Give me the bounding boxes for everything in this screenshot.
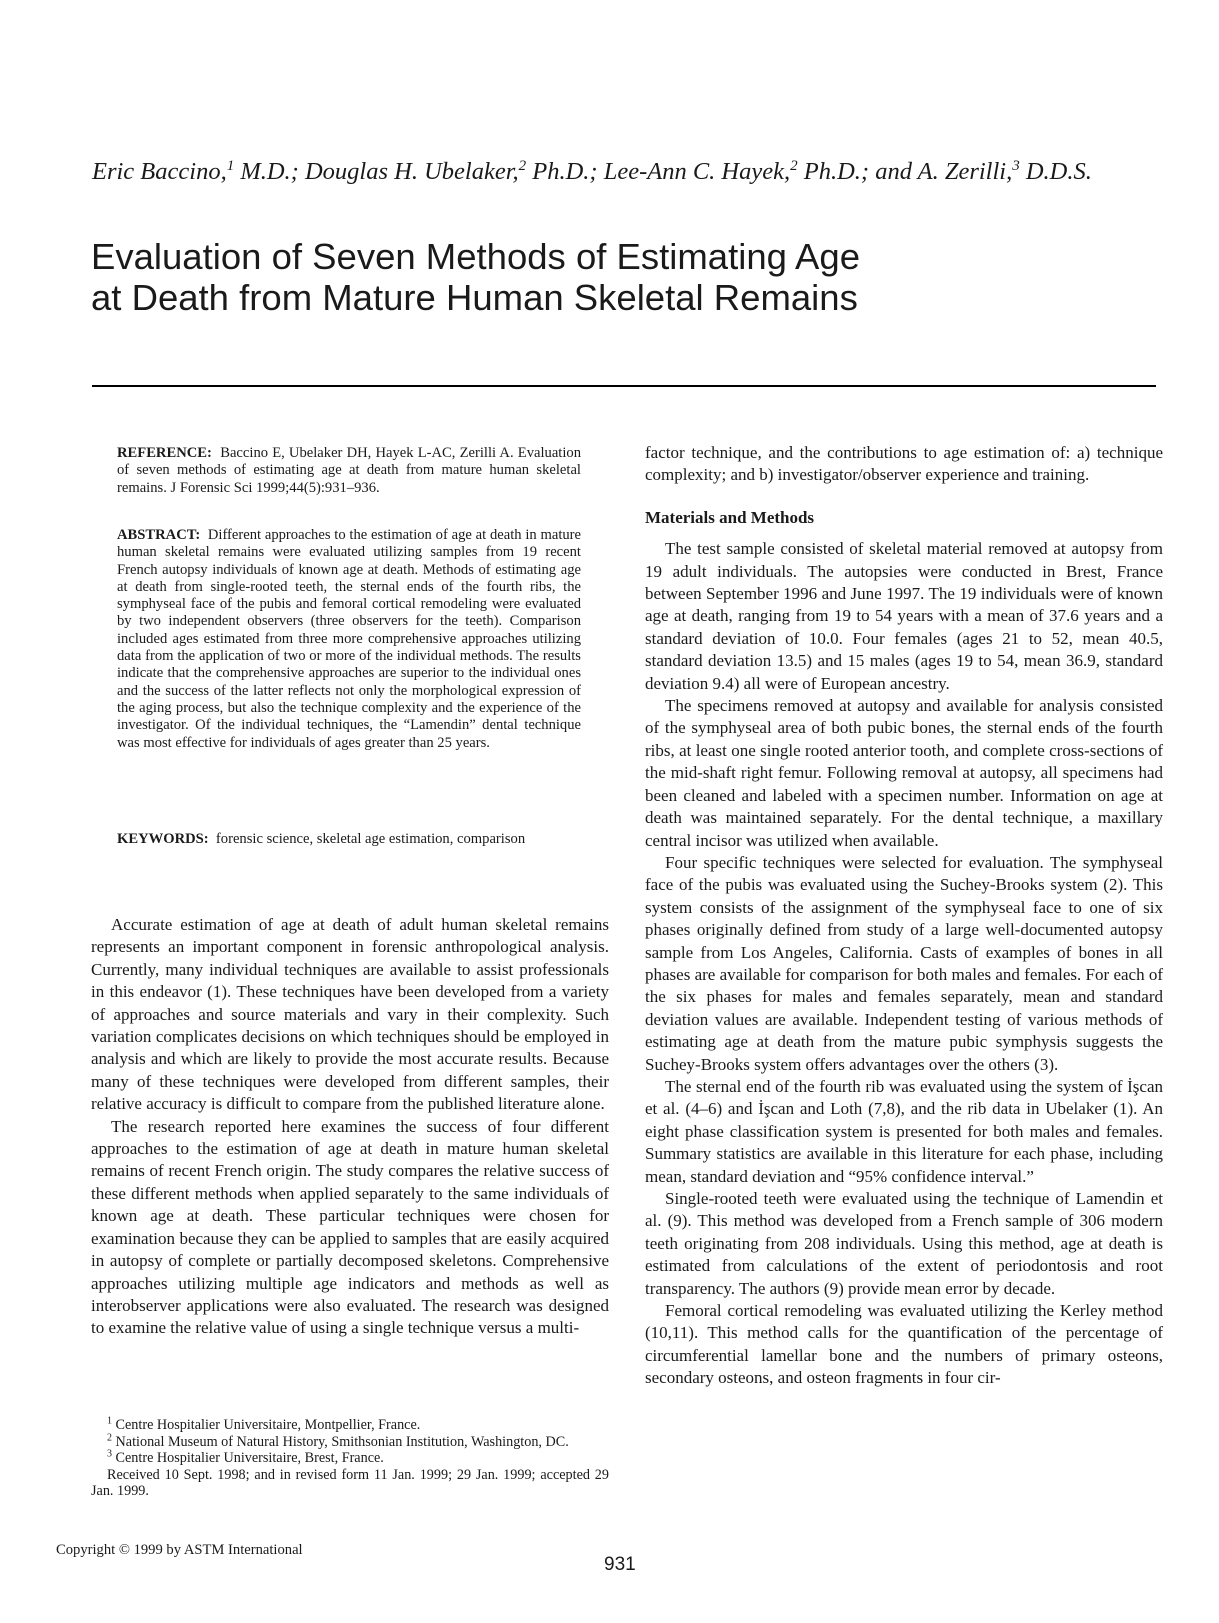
- body-paragraph: The test sample consisted of skeletal material removed at autopsy from 19 adult individuals. The autopsies were conducted in Brest, France between September 1996 and June 1997. The 19 individuals were of known age at death, ranging from 19 to 54 years with a mean of 37.6 years and a standard deviation of 10.0. Four females (ages 21 to 52, mean 40.5, standard deviation 13.5) and 15 males (ages 19 to 54, mean 36.9, standard deviation 9.4) all were of European ancestry.: [645, 539, 1163, 693]
- footnote-text: National Museum of Natural History, Smithsonian Institution, Washington, DC.: [115, 1433, 569, 1450]
- body-paragraph: The research reported here examines the success of four different approaches to the estimation of age at death in mature human skeletal remains of recent French origin. The study compares the relative success of these different methods when applied separately to the same individuals of known age at death. These particular techniques were chosen for examination because they can be applied to samples that are easily acquired in autopsy of complete or partially decomposed skeletons. Comprehensive approaches utilizing multiple age indicators and methods as well as interobserver applications were also evaluated. The research was designed to examine the relative value of using a single technique versus a multi-: [91, 1116, 609, 1338]
- footnote-marker: 1: [107, 1415, 112, 1427]
- footnotes: [91, 1417, 609, 1500]
- footnote-marker: 3: [107, 1448, 112, 1460]
- abstract-text: Different approaches to the estimation of age at death in mature human skeletal remains were evaluated utilizing samples from 19 recent French autopsy individuals of known age at death. Methods of estimating age at death from single-rooted teeth, the sternal ends of the fourth ribs, the symphyseal face of the pubis and femoral cortical remodeling were evaluated by two independent observers (three observers for the teeth). Comparison included ages estimated from three more comprehensive approaches utilizing data from the application of two or more of the individual methods. The results indicate that the comprehensive approaches are superior to the individual ones and the success of the latter reflects not only the morphological expression of the aging process, but also the technique complexity and the experience of the investigator. Of the individual techniques, the “Lamendin” dental technique was most effective for individuals of ages greater than 25 years.: [117, 527, 582, 751]
- title-line: at Death from Mature Human Skeletal Remains: [91, 277, 858, 318]
- keywords-label: KEYWORDS:: [117, 831, 209, 847]
- footnote-text: Centre Hospitalier Universitaire, Brest, France.: [115, 1450, 384, 1467]
- affiliation-marker: 3: [1012, 157, 1020, 174]
- body-paragraph: Single-rooted teeth were evaluated using the technique of Lamendin et al. (9). This method was developed from a French sample of 306 modern teeth originating from 208 individuals. Using this method, age at death is estimated from calculations of the extent of periodontosis and root transparency. The authors (9) provide mean error by decade.: [645, 1189, 1163, 1298]
- reference-text: Baccino E, Ubelaker DH, Hayek L-AC, Zerilli A. Evaluation of seven methods of estimating age at death from mature human skeletal remains. J Forensic Sci 1999;44(5):931–936.: [117, 445, 581, 496]
- footnote-marker: 2: [107, 1431, 112, 1443]
- author-name: Eric Baccino,: [92, 158, 227, 185]
- footnote: [91, 1450, 609, 1467]
- copyright-notice: Copyright © 1999 by ASTM International: [56, 1542, 303, 1558]
- author-degree: Ph.D.; and: [797, 158, 918, 185]
- affiliation-marker: 1: [226, 157, 235, 174]
- page-number: 931: [604, 1554, 636, 1575]
- body-paragraph: Femoral cortical remodeling was evaluated utilizing the Kerley method (10,11). This method calls for the quantification of the percentage of circumferential lamellar bone and the numbers of primary osteons, secondary osteons, and osteon fragments in four cir-: [645, 1301, 1163, 1388]
- reference-label: REFERENCE:: [117, 445, 212, 461]
- author-degree: M.D.;: [234, 158, 305, 185]
- title-divider: [92, 385, 1156, 387]
- reference-block: [117, 445, 581, 497]
- body-paragraph: factor technique, and the contributions to age estimation of: a) technique complexity; and b) investigator/observer experience and training.: [645, 443, 1163, 485]
- author-name: Lee-Ann C. Hayek,: [603, 158, 791, 185]
- body-column-left: [91, 914, 609, 1340]
- body-paragraph: The specimens removed at autopsy and available for analysis consisted of the symphyseal area of both pubic bones, the sternal ends of the fourth ribs, at least one single rooted anterior tooth, and complete cross-sections of the mid-shaft right femur. Following removal at autopsy, all specimens had been cleaned and labeled with a specimen number. Information on age at death was maintained separately. For the dental technique, a maxillary central incisor was utilized when available.: [645, 696, 1163, 850]
- received-dates: Received 10 Sept. 1998; and in revised form 11 Jan. 1999; 29 Jan. 1999; accepted 29 Jan. 1999.: [91, 1466, 609, 1500]
- body-paragraph: Four specific techniques were selected for evaluation. The symphyseal face of the pubis was evaluated using the Suchey-Brooks system (2). This system consists of the assignment of the symphyseal face to one of six phases originally defined from study of a large well-documented autopsy sample from Los Angeles, California. Casts of examples of bones in all phases are available for comparison for both males and females. For each of the six phases for males and females separately, mean and standard deviation values are available. Independent testing of various methods of estimating age at death from the mature pubic symphysis suggests the Suchey-Brooks system offers advantages over the others (3).: [645, 852, 1163, 1074]
- abstract-label: ABSTRACT:: [117, 527, 201, 543]
- keywords-block: [117, 831, 581, 848]
- body-column-right: [645, 442, 1163, 1390]
- section-heading: Materials and Methods: [645, 507, 815, 527]
- author-name: A. Zerilli,: [917, 158, 1013, 185]
- author-degree: Ph.D.;: [526, 158, 604, 185]
- keywords-text: forensic science, skeletal age estimation, comparison: [215, 831, 526, 847]
- body-paragraph: The sternal end of the fourth rib was evaluated using the system of İşcan et al. (4–6) and İşcan and Loth (7,8), and the rib data in Ubelaker (1). An eight phase classification system is presented for both males and females. Summary statistics are available in this literature for each phase, including mean, standard deviation and “95% confidence interval.”: [645, 1076, 1163, 1186]
- footnote: [91, 1431, 609, 1451]
- footnote: [91, 1417, 609, 1434]
- abstract-block: [117, 527, 581, 752]
- title-line: Evaluation of Seven Methods of Estimating Age: [91, 236, 860, 277]
- affiliation-marker: 2: [790, 157, 798, 174]
- footnote-text: Centre Hospitalier Universitaire, Montpellier, France.: [115, 1417, 421, 1433]
- author-name: Douglas H. Ubelaker,: [304, 158, 519, 185]
- article-title: [91, 236, 991, 318]
- author-list: [92, 158, 1172, 186]
- body-paragraph: Accurate estimation of age at death of adult human skeletal remains represents an important component in forensic anthropological analysis. Currently, many individual techniques are available to assist professionals in this endeavor (1). These techniques have been developed from a variety of approaches and source materials and vary in their complexity. Such variation complicates decisions on which techniques should be employed in analysis and which are likely to provide the most accurate results. Because many of these techniques were developed from different samples, their relative accuracy is difficult to compare from the published literature alone.: [91, 915, 609, 1114]
- affiliation-marker: 2: [518, 157, 527, 174]
- author-degree: D.D.S.: [1019, 158, 1092, 185]
